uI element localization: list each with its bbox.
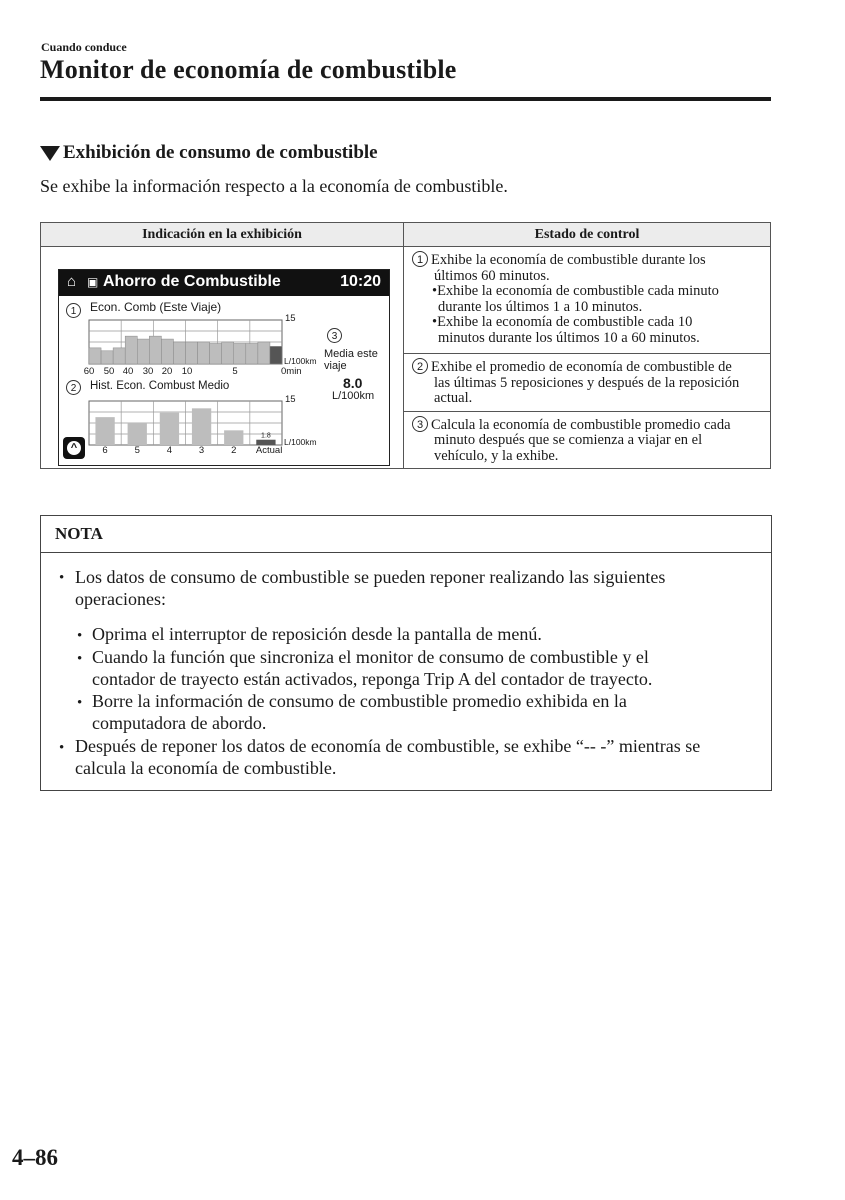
chart-bar [246, 343, 258, 364]
note-box [40, 515, 772, 791]
note-s1: Oprima el interruptor de reposición desde la pantalla de menú. [92, 624, 542, 644]
subsection-heading [40, 142, 378, 164]
chart1-ymax: 15 [285, 313, 296, 324]
row-number-3: 3 [412, 416, 428, 432]
scroll-up-button[interactable] [63, 437, 85, 459]
chart-bar [192, 408, 211, 445]
chart-bar [149, 336, 161, 364]
avg-value: 8.0 [343, 375, 363, 391]
note-title: NOTA [55, 524, 103, 543]
chart-tick-label: 6 [102, 445, 108, 456]
chart-bar [224, 430, 243, 445]
chart-bar [101, 351, 113, 364]
state-row-2 [404, 354, 771, 412]
chart2-unit: L/100km [284, 437, 317, 447]
chart-bar [160, 413, 179, 445]
chart-tick-label: 10 [181, 366, 193, 377]
bullet-icon: • [77, 628, 83, 644]
callout-3: 3 [327, 328, 342, 343]
bullet-icon: • [77, 651, 83, 667]
note-s3b: computadora de abordo. [92, 713, 267, 733]
note-s3a: Borre la información de consumo de combustible promedio exhibida en la [92, 691, 627, 711]
chart1-unit: L/100km [284, 356, 317, 366]
chart-tick-label: 40 [122, 366, 134, 377]
row1-bullet2: •Exhibe la economía de combustible cada 10 [432, 314, 693, 330]
row-number-2: 2 [412, 358, 428, 374]
chart-bar [186, 342, 198, 364]
note-p2a: Después de reponer los datos de economía de combustible, se exhibe “-- -” mientras se [75, 736, 701, 756]
section-label: Cuando conduce [41, 40, 127, 54]
chart-bar [270, 346, 282, 364]
intro-text: Se exhibe la información respecto a la economía de combustible. [40, 176, 508, 196]
chart-tick-label: 5 [134, 445, 140, 456]
row-number-1: 1 [412, 251, 428, 267]
screen-title-bar [59, 270, 389, 296]
note-p1b: operaciones: [75, 589, 166, 609]
page-number: 4–86 [12, 1145, 58, 1170]
screen-title: Ahorro de Combustible [103, 273, 281, 290]
row1-bullet1b: durante los últimos 1 a 10 minutos. [438, 298, 643, 315]
chart-tick-label: 30 [142, 366, 154, 377]
row1-text: Exhibe la economía de combustible durante los [431, 252, 706, 268]
chart-bar [173, 342, 185, 364]
chevron-up-icon: ^ [67, 441, 81, 455]
note-p2b: calcula la economía de combustible. [75, 758, 337, 778]
screen-clock: 10:20 [340, 273, 381, 290]
callout-1: 1 [66, 303, 81, 318]
subsection-title: Exhibición de consumo de combustible [63, 142, 378, 163]
table-header-display: Indicación en la exhibición [41, 223, 404, 247]
row3-text: Calcula la economía de combustible promedio cada [431, 416, 731, 433]
chart-bar [234, 343, 246, 364]
avg-unit: L/100km [332, 390, 375, 402]
chart1-label: Econ. Comb (Este Viaje) [90, 300, 222, 314]
chart2-ymax: 15 [285, 394, 296, 405]
chart-tick-label: 5 [232, 366, 238, 377]
display-cell [41, 247, 404, 469]
callout-2: 2 [66, 380, 81, 395]
state-row-3 [404, 411, 771, 469]
info-table [40, 222, 771, 469]
chart-bar [258, 342, 270, 364]
chart-tick-label: 4 [166, 445, 173, 456]
row2-text2: las últimas 5 reposiciones y después de la reposición [434, 374, 740, 391]
title-rule [40, 97, 771, 101]
chart-bar [128, 423, 147, 445]
row1-text2: últimos 60 minutos. [434, 267, 550, 284]
note-s2b: contador de trayecto están activados, reponga Trip A del contador de trayecto. [92, 669, 653, 689]
chart-tick-label: 60 [83, 366, 95, 377]
chart-bar [222, 342, 234, 364]
chart-tick-label: 3 [198, 445, 205, 456]
leaf-icon: ▣ [87, 275, 99, 289]
row1-bullet1: •Exhibe la economía de combustible cada minuto [432, 283, 719, 299]
row1-bullet2b: minutos durante los últimos 10 a 60 minutos. [438, 329, 700, 346]
avg-label-line2: viaje [324, 360, 347, 372]
row2-text: Exhibe el promedio de economía de combustible de [431, 359, 732, 375]
chart-tick-label: 20 [161, 366, 173, 377]
bullet-icon: • [59, 570, 65, 586]
row3-text3: vehículo, y la exhibe. [434, 447, 559, 464]
chart-bar [198, 342, 210, 364]
page-title: Monitor de economía de combustible [40, 55, 457, 84]
state-row-1 [404, 247, 771, 354]
chart-bar [210, 343, 222, 364]
bullet-icon: • [59, 740, 65, 756]
note-s2a: Cuando la función que sincroniza el monitor de consumo de combustible y el [92, 647, 649, 667]
chart-bar [161, 339, 173, 364]
table-header-state: Estado de control [404, 223, 771, 247]
chart-bar [125, 336, 137, 364]
chart-tick-label: 50 [103, 366, 115, 377]
chart-bar [137, 339, 149, 364]
home-icon: ⌂ [67, 273, 77, 290]
chart2-ticks [59, 445, 389, 459]
chart-data-label: 1.8 [261, 432, 271, 440]
row3-text2: minuto después que se comienza a viajar en el [434, 432, 703, 448]
note-header [41, 516, 771, 553]
note-p1a: Los datos de consumo de combustible se pueden reponer realizando las siguientes [75, 567, 666, 587]
chart-bar [95, 417, 114, 445]
chart-tick-label: Actual [255, 445, 283, 456]
avg-label-line1: Media este [324, 348, 378, 360]
bullet-icon: • [77, 695, 83, 711]
chart-bar [113, 348, 125, 364]
row2-text3: actual. [434, 390, 473, 406]
chart-bar [89, 348, 101, 364]
triangle-down-icon [40, 146, 60, 161]
chart2-label: Hist. Econ. Combust Medio [90, 380, 230, 392]
chart-tick-label: 0min [281, 366, 302, 377]
fuel-economy-screen [58, 269, 390, 466]
chart-tick-label: 2 [231, 445, 237, 456]
